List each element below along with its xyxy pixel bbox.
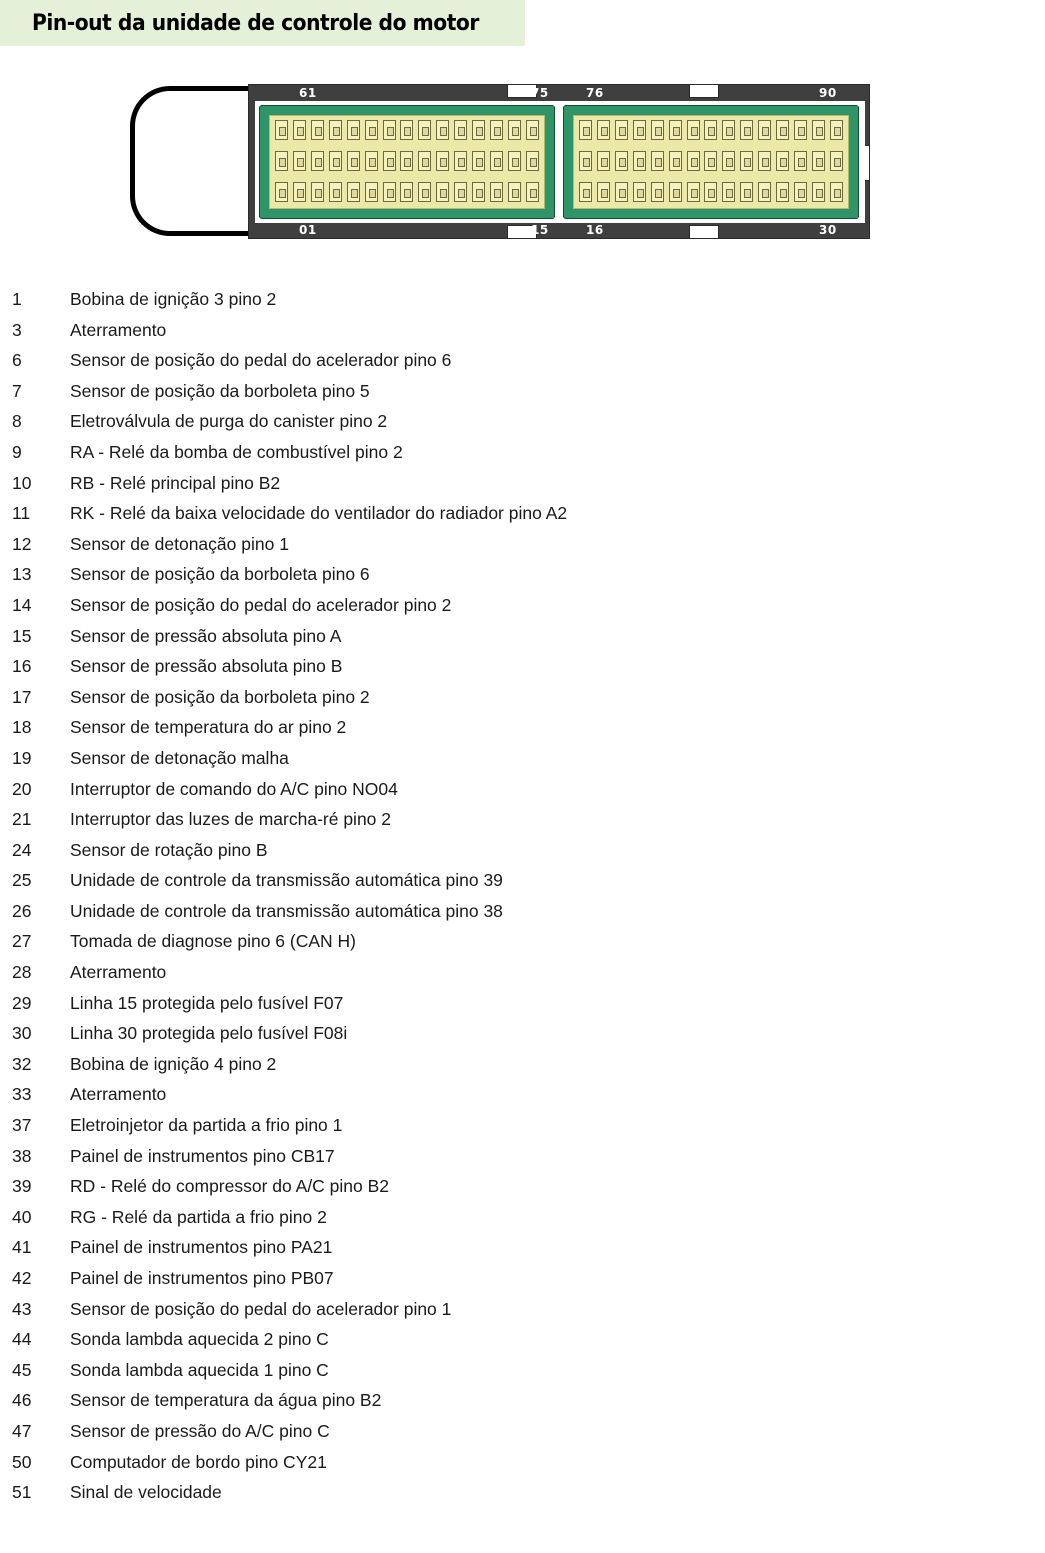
connector-pin: [758, 151, 771, 171]
pinout-row: [0, 1482, 1045, 1513]
connector-pin: [383, 182, 396, 202]
pinout-row: [0, 870, 1045, 901]
pinout-row: [0, 779, 1045, 810]
pinout-row: [0, 381, 1045, 412]
pinout-pin-description: Unidade de controle da transmissão automática pino 38: [70, 900, 503, 921]
connector-pin: [687, 151, 700, 171]
pinout-pin-number: 9: [12, 441, 22, 462]
connector-pin: [400, 120, 413, 140]
connector-pin: [722, 120, 735, 140]
pinout-pin-number: 28: [12, 962, 32, 983]
connector-pin: [687, 120, 700, 140]
pinout-pin-description: Bobina de ignição 4 pino 2: [70, 1053, 277, 1074]
connector-pin: [651, 120, 664, 140]
pinout-pin-description: Interruptor das luzes de marcha-ré pino 2: [70, 809, 391, 830]
connector-pin: [508, 120, 521, 140]
pinout-pin-description: Sensor de pressão absoluta pino B: [70, 656, 343, 677]
connector-pin: [347, 182, 360, 202]
connector-pin: [740, 151, 753, 171]
connector-pin: [615, 151, 628, 171]
pinout-pin-number: 11: [12, 503, 31, 524]
connector-pin: [812, 182, 825, 202]
pinout-pin-number: 21: [12, 809, 32, 830]
connector-pin: [400, 182, 413, 202]
pinout-pin-number: 38: [12, 1145, 32, 1166]
pinout-pin-description: Interruptor de comando do A/C pino NO04: [70, 778, 398, 799]
pinout-pin-number: 29: [12, 992, 32, 1013]
connector-pin: [794, 120, 807, 140]
connector-pin: [830, 120, 843, 140]
connector-pin: [830, 182, 843, 202]
connector-pin: [275, 120, 288, 140]
pinout-pin-description: Eletroválvula de purga do canister pino 2: [70, 411, 388, 432]
pinout-pin-description: Sonda lambda aquecida 2 pino C: [70, 1329, 329, 1350]
pinout-pin-number: 44: [12, 1329, 32, 1350]
connector-pin: [311, 151, 324, 171]
connector-pin: [436, 120, 449, 140]
pinout-pin-description: Sonda lambda aquecida 1 pino C: [70, 1359, 329, 1380]
pinout-pin-number: 8: [12, 411, 22, 432]
pinout-pin-number: 25: [12, 870, 32, 891]
pinout-row: [0, 656, 1045, 687]
connector-pin: [722, 182, 735, 202]
pinout-pin-description: Painel de instrumentos pino CB17: [70, 1145, 335, 1166]
connector-pin: [704, 182, 717, 202]
connector-pin: [597, 120, 610, 140]
pinout-pin-description: RK - Relé da baixa velocidade do ventilador do radiador pino A2: [70, 503, 568, 524]
pinout-pin-description: Sensor de pressão do A/C pino C: [70, 1420, 330, 1441]
pin-row: [275, 120, 539, 142]
pinout-pin-number: 50: [12, 1451, 32, 1472]
pinout-pin-description: Tomada de diagnose pino 6 (CAN H): [70, 931, 356, 952]
pinout-pin-description: Linha 30 protegida pelo fusível F08i: [70, 1023, 348, 1044]
pinout-row: [0, 473, 1045, 504]
pinout-pin-description: RD - Relé do compressor do A/C pino B2: [70, 1176, 390, 1197]
pinout-row: [0, 595, 1045, 626]
pinout-row: [0, 1299, 1045, 1330]
pinout-row: [0, 687, 1045, 718]
connector-pin: [347, 120, 360, 140]
pinout-pin-description: Computador de bordo pino CY21: [70, 1451, 327, 1472]
connector-pin: [311, 120, 324, 140]
pin-row: [579, 151, 843, 173]
pin-label-right-top-end: 90: [819, 86, 837, 100]
connector-pin: [740, 120, 753, 140]
pinout-row: [0, 840, 1045, 871]
pinout-row: [0, 962, 1045, 993]
connector-pin: [418, 182, 431, 202]
connector-pin: [490, 120, 503, 140]
connector-pin: [776, 151, 789, 171]
pinout-row: [0, 320, 1045, 351]
connector-pin: [597, 182, 610, 202]
pinout-pin-description: Aterramento: [70, 962, 167, 983]
pinout-row: [0, 1146, 1045, 1177]
pinout-row: [0, 717, 1045, 748]
pinout-pin-number: 10: [12, 472, 32, 493]
pin-row: [579, 182, 843, 204]
latch-notch-top-right: [689, 84, 719, 98]
connector-pin: [275, 151, 288, 171]
pinout-pin-number: 13: [12, 564, 32, 585]
connector-pin: [615, 182, 628, 202]
pinout-pin-description: Sensor de detonação malha: [70, 747, 289, 768]
pinout-pin-description: Sensor de posição do pedal do acelerador pino 1: [70, 1298, 452, 1319]
pin-row: [275, 151, 539, 173]
connector-left-pin-grid: [275, 120, 539, 204]
connector-pin: [508, 151, 521, 171]
pinout-pin-description: Sensor de rotação pino B: [70, 839, 268, 860]
connector-pin: [454, 120, 467, 140]
pinout-pin-number: 7: [12, 380, 22, 401]
connector-pin: [740, 182, 753, 202]
pinout-row: [0, 411, 1045, 442]
pinout-pin-description: Sensor de temperatura do ar pino 2: [70, 717, 347, 738]
connector-pin: [472, 151, 485, 171]
connector-pin: [579, 151, 592, 171]
connector-pin: [776, 120, 789, 140]
pin-label-left-top-end: 75: [531, 86, 549, 100]
pinout-pin-number: 20: [12, 778, 32, 799]
pinout-pin-description: Sensor de posição da borboleta pino 6: [70, 564, 370, 585]
pin-label-left-bottom-start: 01: [299, 223, 317, 237]
pinout-row: [0, 1452, 1045, 1483]
pinout-pin-number: 19: [12, 747, 32, 768]
pinout-row: [0, 1207, 1045, 1238]
connector-pin: [794, 151, 807, 171]
connector-pin: [329, 120, 342, 140]
pinout-row: [0, 1268, 1045, 1299]
pinout-pin-number: 46: [12, 1390, 32, 1411]
pinout-pin-number: 12: [12, 533, 32, 554]
connector-pin: [526, 182, 539, 202]
pinout-pin-number: 42: [12, 1268, 32, 1288]
pinout-pin-number: 6: [12, 350, 22, 371]
pinout-row: [0, 626, 1045, 657]
connector-pin: [490, 182, 503, 202]
connector-pin: [758, 182, 771, 202]
connector-pin: [722, 151, 735, 171]
pinout-pin-description: RB - Relé principal pino B2: [70, 472, 281, 493]
connector-pin: [526, 151, 539, 171]
ecu-connector-area: [255, 101, 865, 223]
connector-pin: [776, 182, 789, 202]
connector-pin: [472, 120, 485, 140]
pinout-row: [0, 1176, 1045, 1207]
pinout-pin-number: 37: [12, 1115, 32, 1136]
pinout-row: [0, 1360, 1045, 1391]
pinout-pin-number: 15: [12, 625, 32, 646]
pinout-row: [0, 1329, 1045, 1360]
pinout-row: [0, 1115, 1045, 1146]
connector-pin: [418, 120, 431, 140]
connector-pin: [329, 151, 342, 171]
pinout-pin-description: Sensor de posição da borboleta pino 2: [70, 686, 370, 707]
pinout-pin-number: 24: [12, 839, 32, 860]
connector-pin: [526, 120, 539, 140]
pinout-pin-description: Linha 15 protegida pelo fusível F07: [70, 992, 344, 1013]
pinout-pin-description: Sensor de posição do pedal do acelerador pino 2: [70, 594, 452, 615]
pinout-row: [0, 901, 1045, 932]
connector-pin: [454, 182, 467, 202]
pinout-row: [0, 1421, 1045, 1452]
connector-pin: [633, 120, 646, 140]
pinout-pin-description: Sensor de temperatura da água pino B2: [70, 1390, 382, 1411]
connector-pin: [311, 182, 324, 202]
connector-pin: [687, 182, 700, 202]
connector-pin: [812, 120, 825, 140]
connector-left: [259, 105, 555, 219]
pinout-pin-description: Sinal de velocidade: [70, 1482, 222, 1503]
pin-label-right-bottom-end: 30: [819, 223, 837, 237]
connector-right: [563, 105, 859, 219]
connector-pin: [669, 182, 682, 202]
connector-pin: [436, 182, 449, 202]
page-title-banner: [0, 0, 525, 46]
ecu-module: [130, 84, 870, 244]
connector-pin: [812, 151, 825, 171]
connector-right-pad: [573, 115, 849, 209]
pinout-row: [0, 1237, 1045, 1268]
pinout-pin-number: 30: [12, 1023, 32, 1044]
connector-pin: [669, 120, 682, 140]
latch-notch-bottom-right: [689, 225, 719, 239]
pinout-pin-number: 16: [12, 656, 32, 677]
pinout-pin-description: Sensor de detonação pino 1: [70, 533, 289, 554]
connector-pin: [329, 182, 342, 202]
connector-pin: [365, 182, 378, 202]
pin-label-left-top-start: 61: [299, 86, 317, 100]
connector-pin: [651, 151, 664, 171]
connector-left-pad: [269, 115, 545, 209]
pinout-pin-description: Aterramento: [70, 1084, 167, 1105]
pin-row: [275, 182, 539, 204]
connector-pin: [794, 182, 807, 202]
ecu-body: [248, 84, 870, 239]
page-title: Pin-out da unidade de controle do motor: [32, 10, 479, 36]
pinout-row: [0, 442, 1045, 473]
connector-pin: [365, 120, 378, 140]
pinout-pin-number: 18: [12, 717, 32, 738]
connector-pin: [293, 151, 306, 171]
pinout-row: [0, 1390, 1045, 1421]
pinout-pin-number: 41: [12, 1237, 32, 1258]
connector-pin: [651, 182, 664, 202]
connector-pin: [347, 151, 360, 171]
pinout-row: [0, 289, 1045, 320]
connector-pin: [579, 120, 592, 140]
pinout-pin-number: 3: [12, 319, 22, 340]
pinout-pin-description: Sensor de pressão absoluta pino A: [70, 625, 342, 646]
pinout-pin-number: 14: [12, 594, 32, 615]
pinout-pin-description: Aterramento: [70, 319, 167, 340]
connector-pin: [454, 151, 467, 171]
pinout-row: [0, 993, 1045, 1024]
pinout-pin-description: Painel de instrumentos pino PB07: [70, 1268, 334, 1288]
connector-pin: [830, 151, 843, 171]
pinout-pin-description: RA - Relé da bomba de combustível pino 2: [70, 441, 403, 462]
pinout-pin-number: 39: [12, 1176, 32, 1197]
pinout-row: [0, 1054, 1045, 1085]
pinout-pin-number: 40: [12, 1206, 32, 1227]
pinout-pin-number: 45: [12, 1359, 32, 1380]
connector-pin: [400, 151, 413, 171]
pinout-row: [0, 503, 1045, 534]
pinout-pin-number: 47: [12, 1420, 32, 1441]
pinout-pin-description: Painel de instrumentos pino PA21: [70, 1237, 333, 1258]
pinout-pin-description: Unidade de controle da transmissão automática pino 39: [70, 870, 503, 891]
pin-row: [579, 120, 843, 142]
connector-pin: [383, 120, 396, 140]
connector-pin: [436, 151, 449, 171]
pinout-pin-description: Eletroinjetor da partida a frio pino 1: [70, 1115, 343, 1136]
pin-label-right-bottom-start: 16: [586, 223, 604, 237]
connector-pin: [597, 151, 610, 171]
connector-pin: [365, 151, 378, 171]
pinout-pin-number: 17: [12, 686, 32, 707]
pinout-pin-number: 27: [12, 931, 32, 952]
connector-pin: [704, 120, 717, 140]
connector-pin: [633, 182, 646, 202]
pinout-row: [0, 350, 1045, 381]
connector-pin: [579, 182, 592, 202]
pinout-list: [0, 289, 1045, 1553]
connector-pin: [633, 151, 646, 171]
connector-pin: [275, 182, 288, 202]
pinout-row: [0, 1023, 1045, 1054]
pinout-pin-number: 43: [12, 1298, 32, 1319]
connector-pin: [383, 151, 396, 171]
pinout-row: [0, 931, 1045, 962]
connector-pin: [758, 120, 771, 140]
connector-pin: [490, 151, 503, 171]
pinout-row: [0, 809, 1045, 840]
pinout-row: [0, 748, 1045, 779]
pinout-pin-description: Bobina de ignição 3 pino 2: [70, 289, 277, 309]
pinout-pin-number: 51: [12, 1482, 32, 1503]
connector-pin: [615, 120, 628, 140]
connector-pin: [508, 182, 521, 202]
connector-pin: [293, 120, 306, 140]
pinout-pin-number: 32: [12, 1053, 32, 1074]
pinout-pin-number: 1: [12, 289, 22, 309]
pinout-pin-number: 26: [12, 900, 32, 921]
connector-pin: [293, 182, 306, 202]
connector-pin: [418, 151, 431, 171]
connector-pin: [704, 151, 717, 171]
pinout-row: [0, 564, 1045, 595]
ecu-connector-diagram: [0, 84, 1045, 289]
connector-pin: [669, 151, 682, 171]
pinout-pin-description: RG - Relé da partida a frio pino 2: [70, 1206, 327, 1227]
pinout-row: [0, 1084, 1045, 1115]
connector-pin: [472, 182, 485, 202]
pinout-pin-number: 33: [12, 1084, 32, 1105]
connector-right-pin-grid: [579, 120, 843, 204]
pin-label-left-bottom-end: 15: [531, 223, 549, 237]
pin-label-right-top-start: 76: [586, 86, 604, 100]
ecu-housing-tab: [130, 86, 265, 236]
pinout-pin-description: Sensor de posição da borboleta pino 5: [70, 380, 370, 401]
pinout-row: [0, 534, 1045, 565]
pinout-pin-description: Sensor de posição do pedal do acelerador pino 6: [70, 350, 452, 371]
